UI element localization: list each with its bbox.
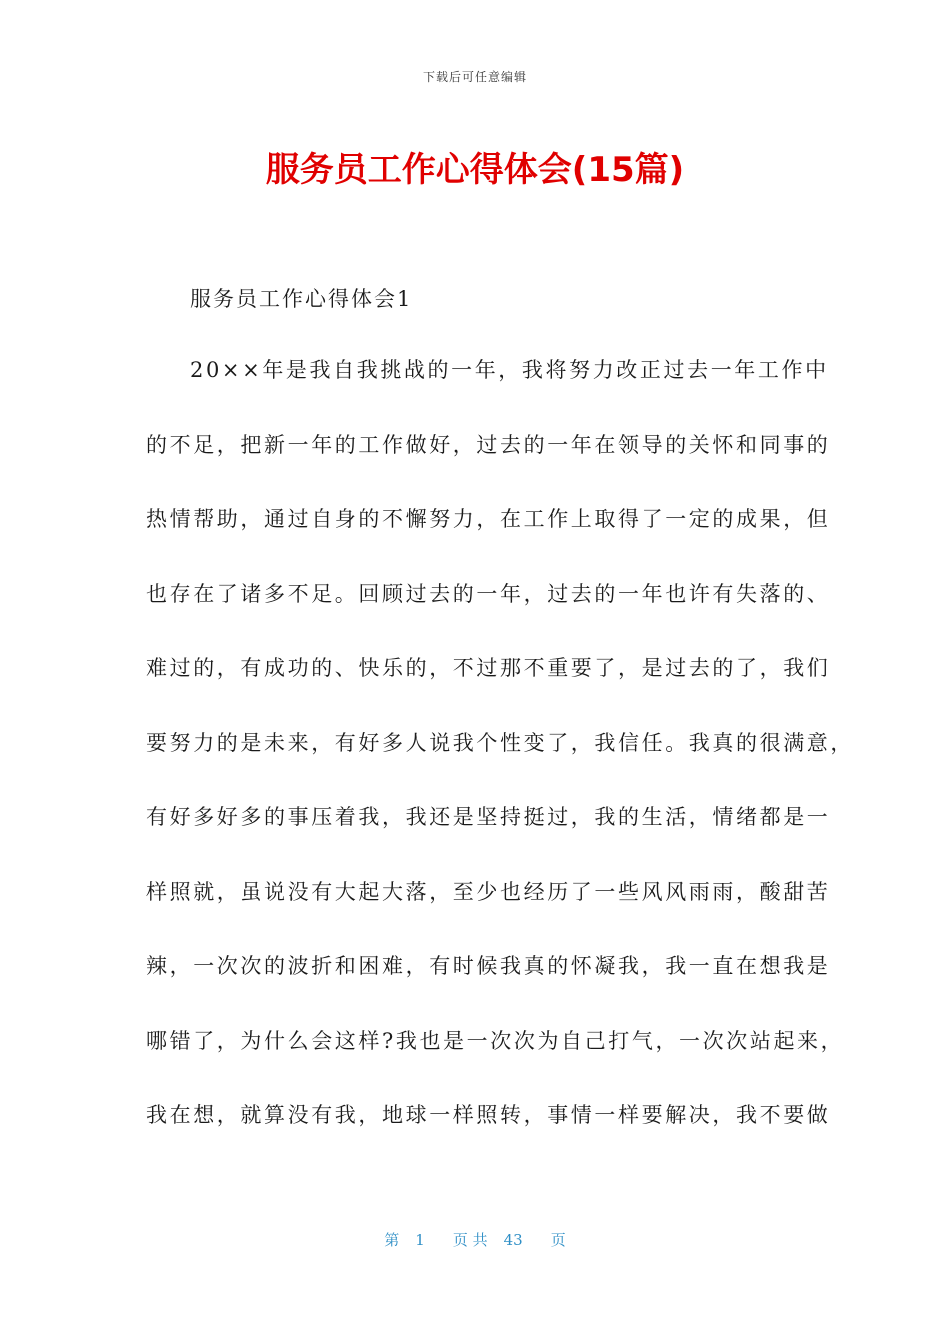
paragraph-line: 20××年是我自我挑战的一年，我将努力改正过去一年工作中 bbox=[190, 358, 829, 382]
paragraph-line: 要努力的是未来，有好多人说我个性变了，我信任。我真的很满意， bbox=[146, 730, 854, 755]
paragraph-line: 有好多好多的事压着我，我还是坚持挺过，我的生活，情绪都是一 bbox=[146, 805, 831, 829]
paragraph-line: 难过的，有成功的、快乐的，不过那不重要了，是过去的了，我们 bbox=[146, 656, 831, 680]
page-footer bbox=[0, 1229, 950, 1250]
body-paragraph bbox=[146, 353, 854, 1173]
header-note: 下载后可任意编辑 bbox=[422, 70, 527, 84]
document-title: 服务员工作心得体会(15篇) bbox=[265, 150, 685, 190]
page-suffix: 页 bbox=[550, 1231, 566, 1249]
paragraph-line: 热情帮助，通过自身的不懈努力，在工作上取得了一定的成果，但 bbox=[146, 507, 831, 531]
page-mid: 页 共 bbox=[452, 1231, 488, 1249]
section-heading: 服务员工作心得体会1 bbox=[190, 287, 413, 311]
total-pages: 43 bbox=[503, 1231, 523, 1249]
paragraph-line: 的不足，把新一年的工作做好，过去的一年在领导的关怀和同事的 bbox=[146, 432, 831, 457]
paragraph-line: 样照就，虽说没有大起大落，至少也经历了一些风风雨雨，酸甜苦 bbox=[146, 879, 831, 904]
page-number: 1 bbox=[415, 1231, 425, 1249]
paragraph-line: 哪错了，为什么会这样?我也是一次次为自己打气，一次次站起来， bbox=[146, 1028, 845, 1053]
paragraph-line: 辣，一次次的波折和困难，有时候我真的怀凝我，我一直在想我是 bbox=[146, 954, 831, 978]
page-prefix: 第 bbox=[384, 1231, 400, 1249]
paragraph-line: 也存在了诸多不足。回顾过去的一年，过去的一年也许有失落的、 bbox=[146, 581, 831, 606]
paragraph-line: 我在想，就算没有我，地球一样照转，事情一样要解决，我不要做 bbox=[146, 1103, 831, 1127]
